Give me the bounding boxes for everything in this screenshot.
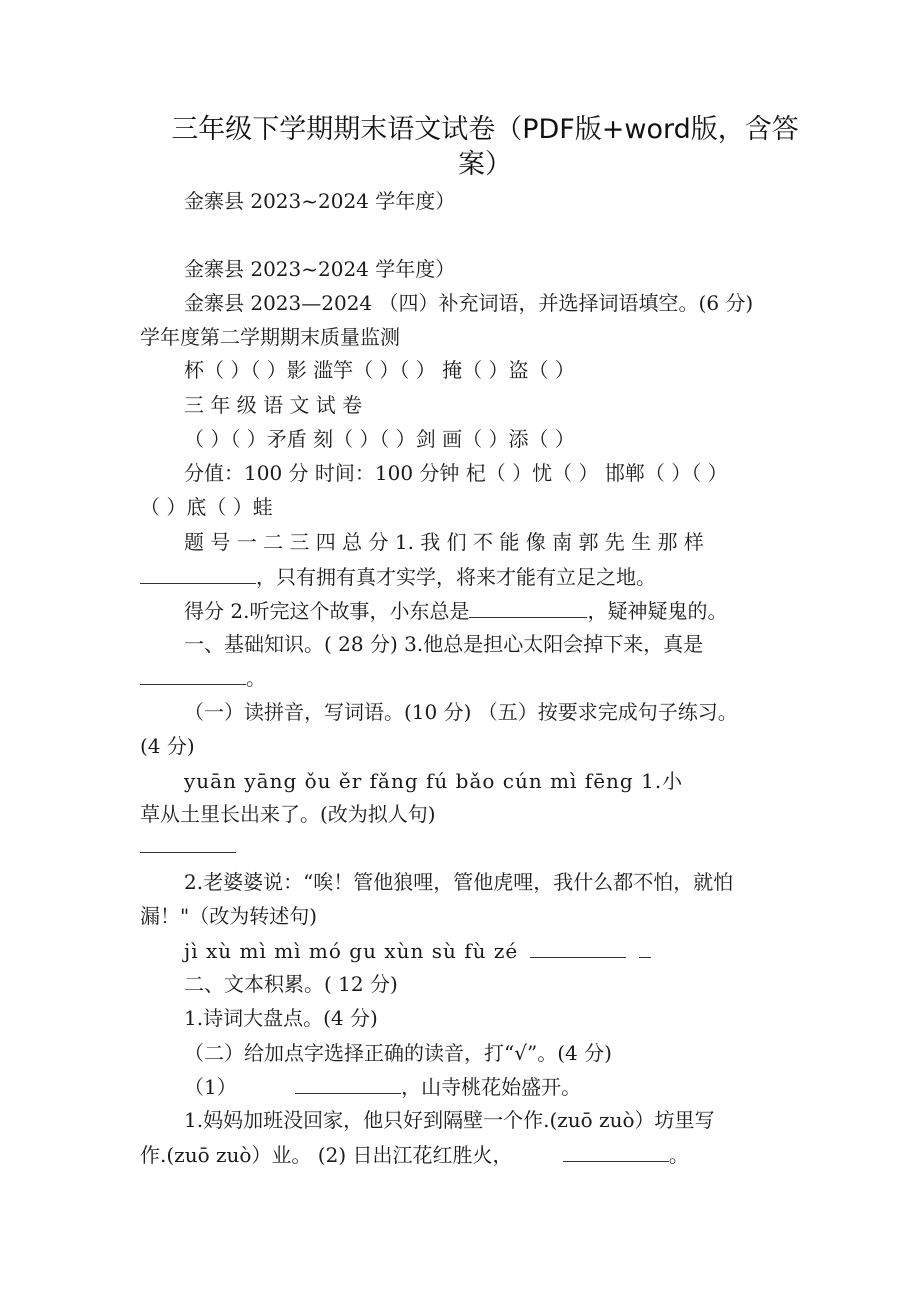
answer-blank[interactable] [140, 664, 246, 685]
text-line: 。 [140, 664, 266, 691]
text-line: 学年度第二学期期末质量监测 [140, 325, 400, 349]
text-line: 作.(zuō zuò）业。 (2) 日出江花红胜火， 。 [140, 1143, 689, 1167]
text-line: 得分 2.听完这个故事，小东总是 ，疑神疑鬼的。 [184, 599, 728, 623]
text-line: （1） ，山寺桃花始盛开。 [184, 1075, 582, 1099]
text-line: 1.诗词大盘点。(4 分) [184, 1006, 378, 1030]
document-title [150, 112, 820, 182]
text-line: 金寨县 2023~2024 学年度） [184, 257, 456, 281]
answer-blank[interactable] [469, 597, 587, 618]
text-line: 漏！"（改为转述句) [140, 904, 318, 928]
title-line-1: 三年级下学期期末语文试卷（PDF版+word版，含答 [171, 114, 799, 145]
text-line: 二、文本积累。( 12 分) [184, 972, 398, 996]
answer-blank[interactable] [140, 832, 236, 853]
text-line: 1.妈妈加班没回家，他只好到隔壁一个作.(zuō zuò）坊里写 [184, 1108, 715, 1132]
text-line: 杯（ ）（ ）影 滥竽（ ）（ ） 掩（ ）盗（ ） [184, 358, 575, 382]
pinyin-line: yuān yāng ǒu ěr fǎng fú bǎo cún mì fēng 1.小 [184, 769, 684, 793]
answer-blank-line[interactable] [140, 832, 236, 859]
text-line: 一、基础知识。( 28 分) 3.他总是担心太阳会掉下来，真是 [184, 632, 704, 656]
text-line: 2.老婆婆说：“唉！管他狼哩，管他虎哩，我什么都不怕，就怕 [184, 870, 734, 894]
title-line-2: 案） [458, 149, 512, 180]
answer-blank[interactable] [563, 1141, 669, 1162]
text-line: 三 年 级 语 文 试 卷 [184, 393, 363, 417]
text-line: （一）读拼音，写词语。(10 分) （五）按要求完成句子练习。 [184, 700, 738, 724]
text-line: （二）给加点字选择正确的读音，打“√”。(4 分) [184, 1041, 612, 1065]
text-line: 分值：100 分 时间：100 分钟 杞（ ）忧（ ） 邯郸（ ）（ ） [184, 461, 728, 485]
text-line: 题 号 一 二 三 四 总 分 1. 我 们 不 能 像 南 郭 先 生 那 样 [184, 530, 704, 554]
text-line: (4 分) [140, 734, 195, 758]
answer-blank[interactable] [140, 563, 256, 584]
pinyin-line: jì xù mì mì mó gu xùn sù fù zé [184, 937, 651, 964]
text-line: 金寨县 2023—2024 （四）补充词语，并选择词语填空。(6 分) [184, 291, 754, 315]
text-line: 金寨县 2023~2024 学年度） [184, 189, 456, 213]
text-line: （ ）底（ ）蛙 [140, 495, 273, 519]
answer-blank[interactable] [530, 937, 626, 958]
answer-blank[interactable] [295, 1073, 401, 1094]
text-line: 草从土里长出来了。(改为拟人句) [140, 802, 436, 826]
text-line: ，只有拥有真才实学，将来才能有立足之地。 [140, 563, 656, 590]
answer-blank[interactable] [639, 937, 651, 958]
text-line: （ ）（ ）矛盾 刻（ ）（ ）剑 画（ ）添（ ） [184, 427, 575, 451]
